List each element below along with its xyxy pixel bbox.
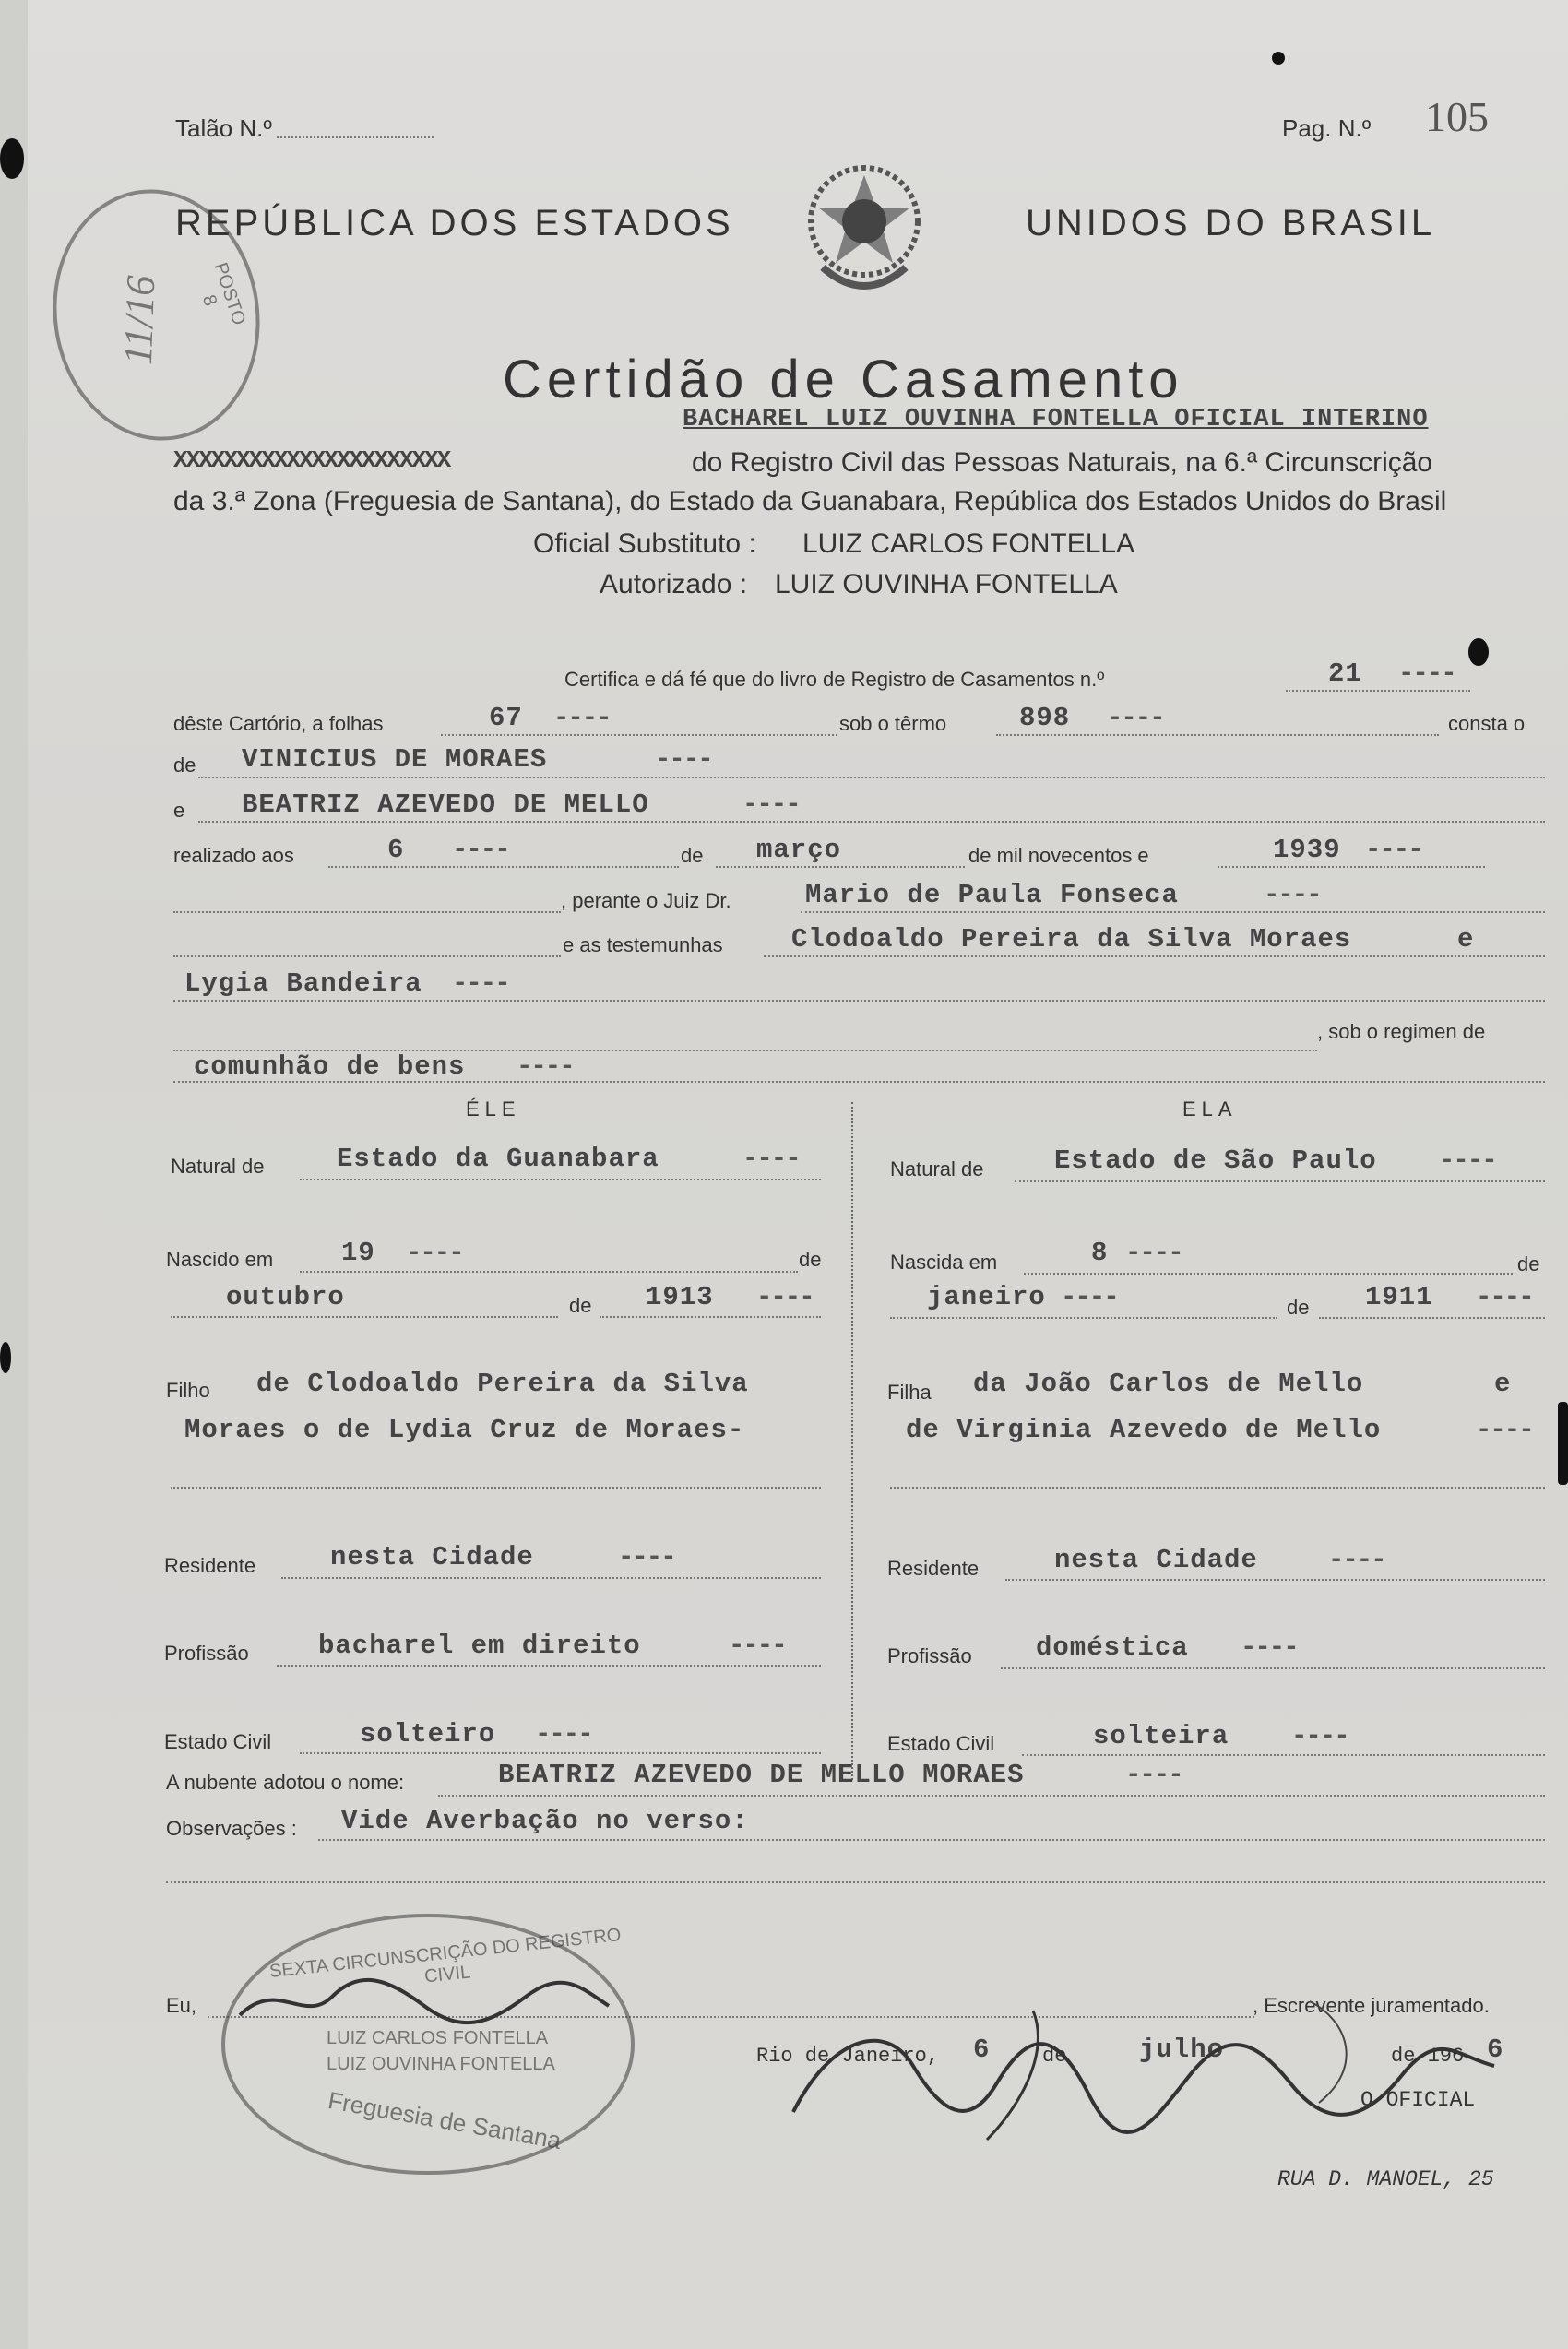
filler-dash: ---- <box>742 1144 800 1174</box>
regime: comunhão de bens <box>194 1051 466 1082</box>
groom-parents-2: Moraes o de Lydia Cruz de Moraes- <box>184 1415 745 1445</box>
bride-birth-month: janeiro <box>927 1282 1046 1312</box>
officer-line: BACHAREL LUIZ OUVINHA FONTELLA OFICIAL INTERINO <box>683 406 1429 433</box>
scrivener-signature <box>221 1960 618 2043</box>
bride-de-label: de <box>1517 1252 1540 1275</box>
date-month: julho <box>1139 2035 1225 2065</box>
scan-blot <box>1558 1402 1568 1485</box>
bride-birth-day: 8 <box>1091 1238 1109 1268</box>
registry-stamp-name-2: LUIZ OUVINHA FONTELLA <box>327 2054 555 2074</box>
observacoes: Vide Averbação no verso: <box>341 1806 749 1836</box>
filler-dash: ---- <box>1125 1238 1182 1268</box>
bride-estado: solteira <box>1093 1721 1229 1751</box>
termo: 898 <box>1019 703 1071 733</box>
bride-parents-2: de Virginia Azevedo de Mello <box>906 1415 1382 1445</box>
bride-residente: nesta Cidade <box>1054 1545 1258 1575</box>
groom-estado: solteiro <box>360 1719 496 1750</box>
new-name: BEATRIZ AZEVEDO DE MELLO MORAES <box>498 1760 1025 1790</box>
deste-label: dêste Cartório, a folhas <box>173 712 384 735</box>
filler-dash: ---- <box>517 1051 574 1082</box>
oficial-label: O OFICIAL <box>1360 2088 1476 2112</box>
filler-dash: ---- <box>1365 835 1422 865</box>
realizado-label: realizado aos <box>173 844 294 867</box>
filler-dash: ---- <box>618 1542 675 1572</box>
groom-parents-1: de Clodoaldo Pereira da Silva <box>256 1369 749 1399</box>
autorizado-name: LUIZ OUVINHA FONTELLA <box>775 569 1118 599</box>
groom-filho-label: Filho <box>166 1379 210 1402</box>
filler-dash: ---- <box>742 789 800 820</box>
sob-label: sob o têrmo <box>839 712 947 735</box>
groom-profissao-label: Profissão <box>164 1642 249 1665</box>
groom-birth-month: outubro <box>226 1282 345 1312</box>
filler-dash: ---- <box>1476 1282 1533 1312</box>
bride-birth-year: 1911 <box>1365 1282 1433 1312</box>
groom-residente: nesta Cidade <box>330 1542 534 1572</box>
groom-name: VINICIUS DE MORAES <box>242 744 548 775</box>
escrevente-label: , Escrevente juramentado. <box>1253 1994 1490 2017</box>
bride-nascida-label: Nascida em <box>890 1251 998 1274</box>
bride-parents-1: da João Carlos de Mello <box>973 1369 1364 1399</box>
substituto-label: Oficial Substituto : <box>533 528 756 559</box>
groom-natural-label: Natural de <box>171 1155 265 1178</box>
witness-1: Clodoaldo Pereira da Silva Moraes <box>791 924 1352 955</box>
folhas: 67 <box>489 703 523 733</box>
filler-dash: ---- <box>655 744 712 775</box>
bride-parents-e: e <box>1494 1369 1512 1399</box>
filler-dash: ---- <box>1291 1721 1348 1751</box>
filler-dash: ---- <box>406 1238 463 1268</box>
filler-dash: ---- <box>452 835 509 865</box>
bride-de-label-2: de <box>1287 1296 1310 1319</box>
certifica-label: Certifica e dá fé que do livro de Registro de Casamentos n.º <box>564 668 1105 691</box>
witness-2: Lygia Bandeira <box>184 968 422 999</box>
registry-stamp <box>221 1914 635 2175</box>
filler-dash: ---- <box>1125 1760 1182 1790</box>
perante-label: , perante o Juiz Dr. <box>561 889 731 912</box>
bride-heading: ELA <box>1182 1097 1238 1121</box>
date-day: 6 <box>973 2035 991 2065</box>
marriage-day: 6 <box>387 835 405 865</box>
struck-text: XXXXXXXXXXXXXXXXXXXXXX <box>173 446 450 474</box>
scan-blot <box>1272 52 1285 65</box>
marriage-month: março <box>756 835 842 865</box>
date-de-label-2: de 196 <box>1391 2045 1465 2068</box>
groom-estado-label: Estado Civil <box>164 1730 272 1753</box>
filler-dash: ---- <box>1061 1282 1118 1312</box>
registry-line-1: do Registro Civil das Pessoas Naturais, na 6.ª Circunscrição <box>692 447 1433 478</box>
filler-dash: ---- <box>1241 1632 1298 1663</box>
groom-de-label: de <box>799 1248 822 1271</box>
bride-filha-label: Filha <box>887 1381 932 1404</box>
livro-number: 21 <box>1328 658 1362 689</box>
filler-dash: ---- <box>1264 880 1321 910</box>
coat-of-arms-icon <box>795 157 933 304</box>
scan-blot <box>1468 638 1489 666</box>
filler-dash: ---- <box>1476 1415 1533 1445</box>
groom-nascido-label: Nascido em <box>166 1248 274 1271</box>
marriage-year: 1939 <box>1273 835 1341 865</box>
bride-profissao-label: Profissão <box>887 1644 972 1667</box>
postal-stamp-date: 11/16 <box>114 274 164 366</box>
date-year-digit: 6 <box>1487 2035 1504 2065</box>
page-number: 105 <box>1425 93 1489 140</box>
e-label: e <box>173 799 185 822</box>
substituto-name: LUIZ CARLOS FONTELLA <box>802 528 1135 559</box>
groom-birth-day: 19 <box>341 1238 375 1268</box>
pag-label: Pag. N.º <box>1282 114 1372 142</box>
filler-dash: ---- <box>553 703 611 733</box>
registry-stamp-name-1: LUIZ CARLOS FONTELLA <box>327 2028 549 2048</box>
bride-residente-label: Residente <box>887 1557 980 1580</box>
filler-dash: ---- <box>452 968 509 999</box>
official-signature <box>756 1983 1513 2149</box>
de-label-2: de <box>681 844 704 867</box>
filler-dash: ---- <box>1439 1145 1496 1176</box>
filler-dash: ---- <box>535 1719 592 1750</box>
filler-dash: ---- <box>1328 1545 1385 1575</box>
registry-stamp-text: SEXTA CIRCUNSCRIÇÃO DO REGISTRO CIVIL <box>268 1925 623 1987</box>
bride-profissao: doméstica <box>1036 1632 1189 1663</box>
nubente-label: A nubente adotou o nome: <box>166 1771 405 1794</box>
registry-stamp-bottom: Freguesia de Santana <box>326 2086 564 2154</box>
consta-label: consta o <box>1448 712 1526 735</box>
scan-blot <box>0 1342 11 1373</box>
filler-dash: ---- <box>756 1282 814 1312</box>
groom-heading: ÉLE <box>466 1097 521 1121</box>
groom-birth-year: 1913 <box>646 1282 714 1312</box>
document-title: Certidão de Casamento <box>503 350 1184 409</box>
groom-de-label-2: de <box>569 1294 592 1317</box>
eu-label: Eu, <box>166 1994 197 2017</box>
talao-label: Talão N.º <box>175 114 272 142</box>
office-address: RUA D. MANOEL, 25 <box>1277 2167 1494 2191</box>
mil-label: de mil novecentos e <box>968 844 1149 867</box>
judge-name: Mario de Paula Fonseca <box>805 880 1179 910</box>
bride-natural-label: Natural de <box>890 1157 984 1180</box>
scan-blot <box>0 138 24 179</box>
republica-left: REPÚBLICA DOS ESTADOS <box>175 203 734 243</box>
observacoes-label: Observações : <box>166 1817 297 1840</box>
bride-name: BEATRIZ AZEVEDO DE MELLO <box>242 789 649 820</box>
republica-right: UNIDOS DO BRASIL <box>1026 203 1436 243</box>
postal-stamp-text: POSTO 8 <box>197 260 250 328</box>
groom-profissao: bacharel em direito <box>318 1631 641 1661</box>
registry-line-2: da 3.ª Zona (Freguesia de Santana), do Estado da Guanabara, República dos Estados Unidos do Brasil <box>173 486 1447 516</box>
witness-e: e <box>1457 924 1475 955</box>
place-label: Rio de Janeiro, <box>756 2045 940 2068</box>
groom-residente-label: Residente <box>164 1554 256 1577</box>
date-de-label: de <box>1042 2045 1067 2068</box>
filler-dash: ---- <box>1398 658 1455 689</box>
filler-dash: ---- <box>1107 703 1164 733</box>
column-divider <box>851 1102 853 1780</box>
bride-estado-label: Estado Civil <box>887 1732 995 1755</box>
autorizado-label: Autorizado : <box>600 569 748 599</box>
de-label: de <box>173 753 196 777</box>
bride-natural: Estado de São Paulo <box>1054 1145 1377 1176</box>
regimen-label: , sob o regimen de <box>1317 1020 1486 1043</box>
testemunhas-label: e as testemunhas <box>563 933 723 956</box>
filler-dash: ---- <box>729 1631 786 1661</box>
groom-natural: Estado da Guanabara <box>337 1144 659 1174</box>
